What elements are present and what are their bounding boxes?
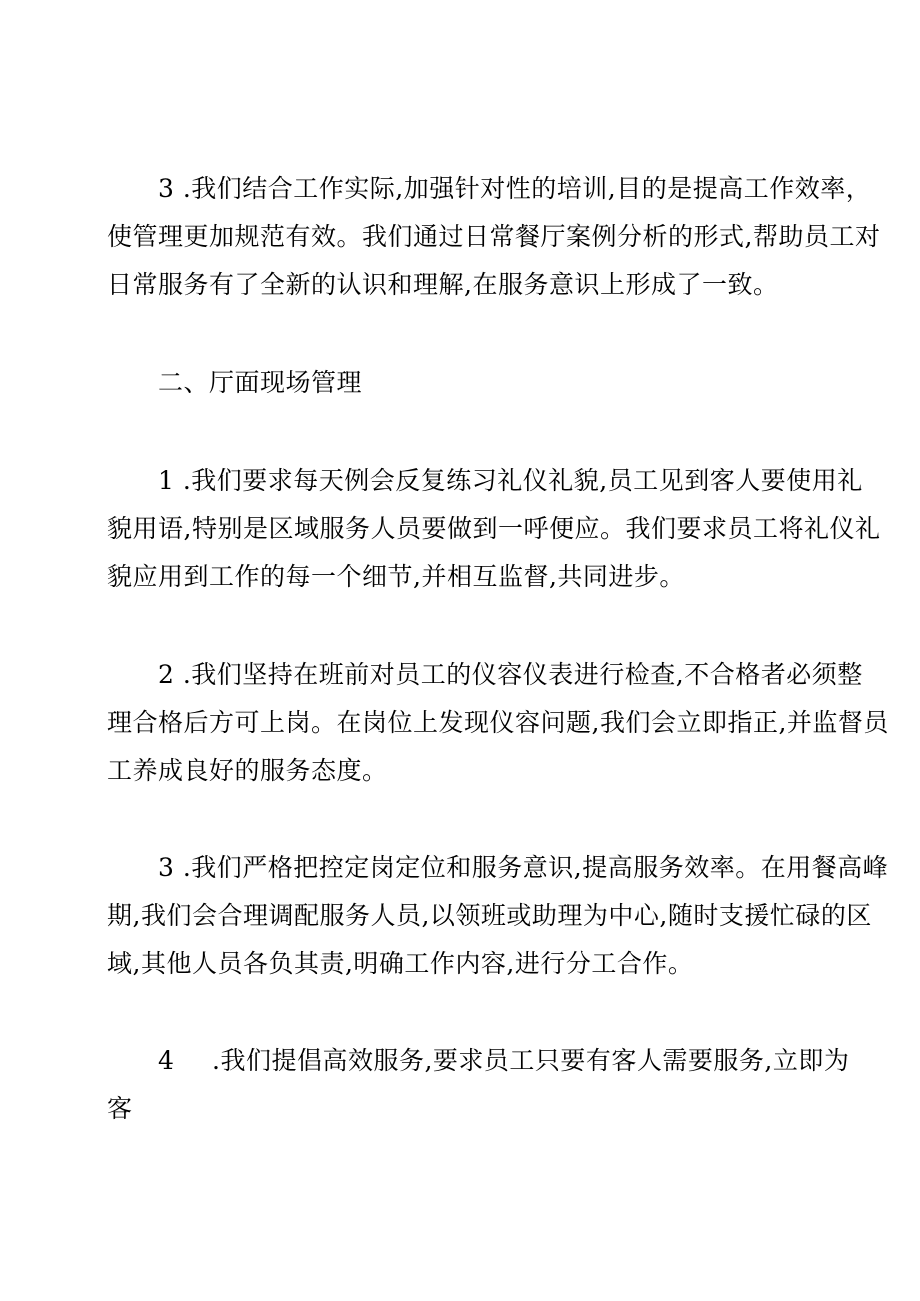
paragraph-training-line-3: 日常服务有了全新的认识和理解,在服务意识上形成了一致。 [107, 270, 779, 299]
paragraph-training-line-1: 3 .我们结合工作实际,加强针对性的培训,目的是提高工作效率， [158, 174, 872, 203]
paragraph-positioning-line-2: 期,我们会合理调配服务人员,以领班或助理为中心,随时支援忙碌的区 [107, 901, 872, 930]
paragraph-efficiency-number: 4 [158, 1046, 175, 1075]
paragraph-positioning-line-3: 域,其他人员各负其责,明确工作内容,进行分工合作。 [107, 949, 694, 978]
paragraph-appearance-line-2: 理合格后方可上岗。在岗位上发现仪容问题,我们会立即指正,并监督员 [107, 708, 889, 737]
paragraph-training-line-2: 使管理更加规范有效。我们通过日常餐厅案例分析的形式,帮助员工对 [107, 222, 881, 251]
paragraph-appearance-line-3: 工养成良好的服务态度。 [107, 756, 388, 785]
paragraph-appearance-line-1: 2 .我们坚持在班前对员工的仪容仪表进行检查,不合格者必须整 [158, 660, 863, 689]
paragraph-efficiency-line-1: .我们提倡高效服务,要求员工只要有客人需要服务,立即为 [212, 1046, 850, 1075]
paragraph-etiquette-line-2: 貌用语,特别是区域服务人员要做到一呼便应。我们要求员工将礼仪礼 [107, 514, 881, 543]
paragraph-efficiency-line-2: 客 [107, 1094, 133, 1123]
paragraph-etiquette-line-3: 貌应用到工作的每一个细节,并相互监督,共同进步。 [107, 562, 685, 591]
section-heading: 二、厅面现场管理 [158, 368, 363, 397]
paragraph-positioning-line-1: 3 .我们严格把控定岗定位和服务意识,提高服务效率。在用餐高峰 [158, 853, 889, 882]
paragraph-etiquette-line-1: 1 .我们要求每天例会反复练习礼仪礼貌,员工见到客人要使用礼 [158, 466, 863, 495]
